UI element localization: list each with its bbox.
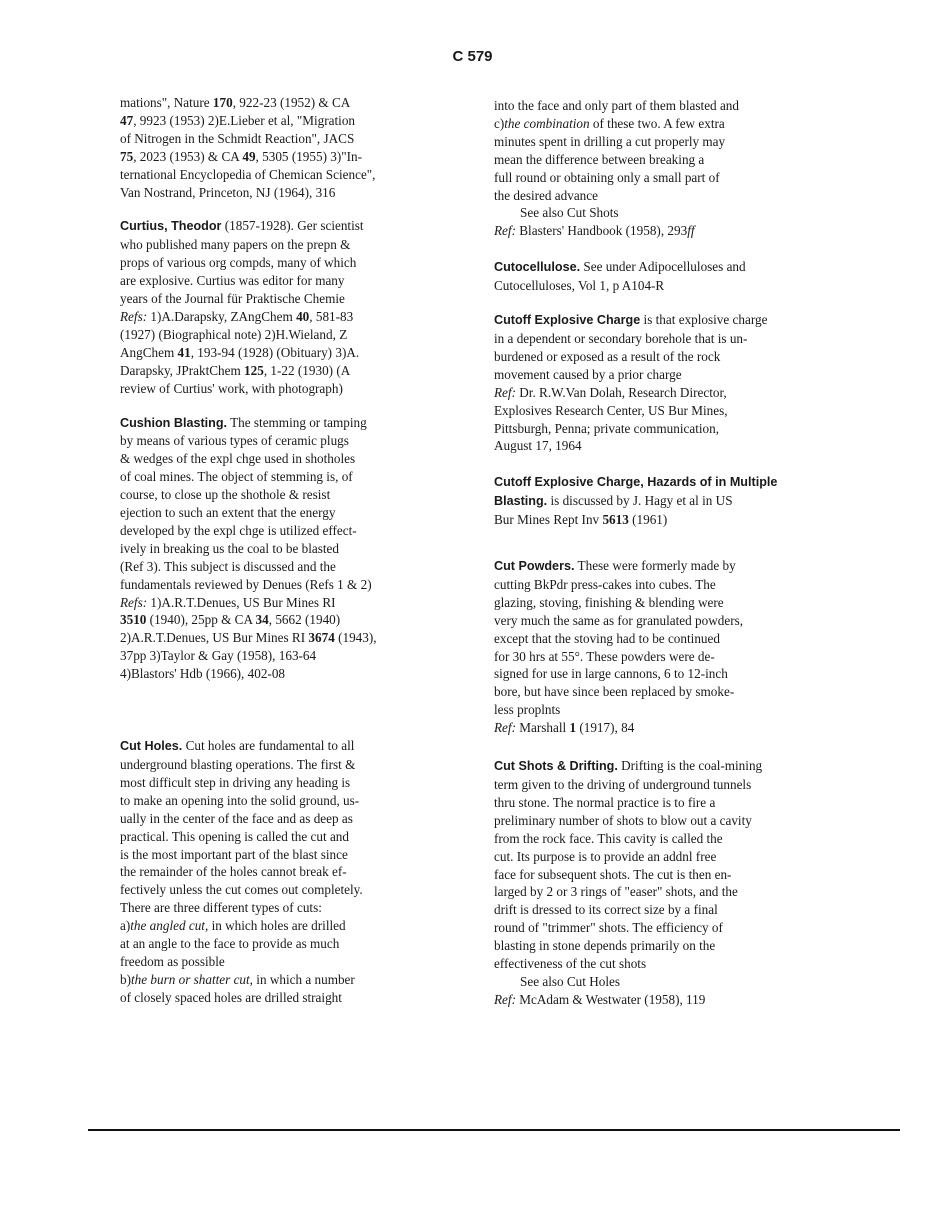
see-also-reference: See also Cut Holes xyxy=(520,973,620,989)
text-run: The stemming or tamping xyxy=(227,414,367,430)
text-run: glazing, stoving, finishing & blending were xyxy=(494,594,724,610)
text-run: AngChem xyxy=(120,344,178,360)
text-line xyxy=(120,236,448,254)
text-run: of coal mines. The object of stemming is, of xyxy=(120,469,353,485)
text-run: are explosive. Curtius was editor for many xyxy=(120,273,345,289)
text-line xyxy=(120,112,448,130)
italic-text: ff xyxy=(687,223,695,239)
text-run: most difficult step in driving any heading is xyxy=(120,774,351,790)
italic-text: Ref: xyxy=(494,384,516,400)
text-run: , 5305 (1955) 3)"In- xyxy=(255,148,363,164)
bold-number: 125 xyxy=(244,362,264,378)
text-run: 2)A.R.T.Denues, US Bur Mines RI xyxy=(120,630,309,646)
text-run: practical. This opening is called the cut and xyxy=(120,828,349,844)
entry-cut-shots-drifting xyxy=(494,757,830,1009)
text-run: Blasters' Handbook (1958), 293 xyxy=(515,223,688,239)
text-run: freedom as possible xyxy=(120,953,225,969)
text-line xyxy=(494,311,830,330)
bold-number: 41 xyxy=(177,344,191,360)
text-line xyxy=(120,148,448,166)
text-run: , 2023 (1953) & CA xyxy=(133,148,243,164)
text-run: less proplnts xyxy=(494,702,561,718)
text-line xyxy=(494,169,830,187)
text-line xyxy=(494,115,830,133)
bold-number: 3510 xyxy=(120,612,147,628)
text-run: blasting in stone depends primarily on the xyxy=(494,938,716,954)
right-column xyxy=(494,97,830,1009)
text-run: is discussed by J. Hagy et al in US xyxy=(547,493,733,509)
text-line xyxy=(494,258,830,277)
text-line xyxy=(120,468,448,486)
text-line xyxy=(494,492,830,511)
text-run: (1943), xyxy=(334,630,377,646)
text-line xyxy=(120,647,448,665)
text-line xyxy=(120,774,448,792)
text-line xyxy=(494,919,830,937)
entry-cut-holes xyxy=(120,737,448,1007)
text-run: full round or obtaining only a small part of xyxy=(494,169,720,185)
text-line xyxy=(494,473,830,492)
text-run: bore, but have since been replaced by smoke- xyxy=(494,684,735,700)
text-run: review of Curtius' work, with photograph) xyxy=(120,380,343,396)
text-line xyxy=(494,222,830,240)
entry-cutoff-explosive-charge xyxy=(494,311,830,455)
text-line xyxy=(494,557,830,576)
text-line xyxy=(494,384,830,402)
text-line xyxy=(494,955,830,973)
text-run: underground blasting operations. The first & xyxy=(120,757,356,772)
text-line xyxy=(120,935,448,953)
text-run: Marshall xyxy=(515,720,570,736)
text-run: of these two. A few extra xyxy=(589,115,725,131)
text-line xyxy=(494,366,830,384)
text-run: the remainder of the holes cannot break ef- xyxy=(120,864,347,880)
text-line xyxy=(120,184,448,202)
text-run: preliminary number of shots to blow out a cavity xyxy=(494,812,752,828)
text-line xyxy=(120,846,448,864)
entry-heading: Cut Powders. xyxy=(494,559,575,574)
text-line xyxy=(120,971,448,989)
text-run: See under Adipocelluloses and xyxy=(580,259,746,275)
bold-number: 75 xyxy=(120,148,134,164)
text-line xyxy=(120,326,448,344)
text-run: round of "trimmer" shots. The efficiency of xyxy=(494,920,723,936)
text-run: at an angle to the face to provide as much xyxy=(120,936,340,952)
text-line xyxy=(494,830,830,848)
text-line xyxy=(120,917,448,935)
text-run: of closely spaced holes are drilled straight xyxy=(120,989,342,1005)
text-run: into the face and only part of them blasted and xyxy=(494,98,739,113)
text-run: who published many papers on the prepn & xyxy=(120,237,351,253)
text-line xyxy=(120,344,448,362)
entry-heading: Cutocellulose. xyxy=(494,260,581,275)
text-line xyxy=(494,204,830,222)
text-run: 4)Blastors' Hdb (1966), 402-08 xyxy=(120,666,286,682)
text-line xyxy=(494,133,830,151)
text-run: Cutocelluloses, Vol 1, p A104-R xyxy=(494,278,665,294)
text-run: very much the same as for granulated powders, xyxy=(494,612,744,628)
text-run: burdened or exposed as a result of the rock xyxy=(494,348,721,364)
text-run: face for subsequent shots. The cut is then en- xyxy=(494,866,732,882)
text-line xyxy=(494,151,830,169)
text-line xyxy=(120,522,448,540)
text-line xyxy=(120,989,448,1007)
text-line xyxy=(494,776,830,794)
text-run: is the most important part of the blast since xyxy=(120,846,348,862)
text-line xyxy=(120,629,448,647)
text-run: thru stone. The normal practice is to fire a xyxy=(494,794,716,810)
text-line xyxy=(494,883,830,901)
text-line xyxy=(494,648,830,666)
text-line xyxy=(494,97,830,115)
text-run: These were formerly made by xyxy=(574,558,736,574)
text-line xyxy=(494,187,830,205)
text-run: by means of various types of ceramic plugs xyxy=(120,433,349,449)
text-line xyxy=(120,863,448,881)
text-run: ejection to such an extent that the energy xyxy=(120,505,336,521)
text-run: course, to close up the shothole & resist xyxy=(120,487,331,503)
text-run: cutting BkPdr press-cakes into cubes. The xyxy=(494,576,716,592)
text-line xyxy=(120,380,448,398)
text-run: ually in the center of the face and as deep as xyxy=(120,810,353,826)
text-run: ternational Encyclopedia of Chemican Science", xyxy=(120,166,376,182)
text-run: of Nitrogen in the Schmidt Reaction", JACS xyxy=(120,130,355,146)
text-run: from the rock face. This cavity is called the xyxy=(494,830,723,846)
text-line xyxy=(120,594,448,612)
italic-text: Ref: xyxy=(494,720,516,736)
text-line xyxy=(120,94,448,112)
text-run: is that explosive charge xyxy=(640,312,768,328)
text-line xyxy=(120,540,448,558)
text-run: Darapsky, JPraktChem xyxy=(120,362,245,378)
entry-cushion-blasting xyxy=(120,414,448,684)
text-line xyxy=(494,991,830,1009)
text-run: August 17, 1964 xyxy=(494,438,582,454)
text-run: 1)A.R.T.Denues, US Bur Mines RI xyxy=(147,594,336,610)
text-run: a) xyxy=(120,918,131,934)
text-run: fectively unless the cut comes out completely. xyxy=(120,882,363,898)
italic-text: Refs: xyxy=(120,594,148,610)
text-line xyxy=(494,719,830,737)
italic-text: Ref: xyxy=(494,991,516,1007)
text-line xyxy=(120,737,448,756)
text-line xyxy=(120,308,448,326)
text-line xyxy=(494,402,830,420)
text-line xyxy=(120,756,448,774)
text-run: mations", Nature xyxy=(120,95,213,110)
text-line xyxy=(494,812,830,830)
bold-number: 5613 xyxy=(602,512,629,528)
text-run: (Ref 3). This subject is discussed and the xyxy=(120,558,336,574)
bold-number: 34 xyxy=(255,612,269,628)
text-line xyxy=(120,254,448,272)
text-line xyxy=(120,217,448,236)
text-run: & wedges of the expl chge used in shotholes xyxy=(120,451,356,467)
text-line xyxy=(494,665,830,683)
left-column xyxy=(120,94,448,1007)
text-run: for 30 hrs at 55°. These powders were de- xyxy=(494,648,715,664)
text-run: Dr. R.W.Van Dolah, Research Director, xyxy=(515,384,727,400)
text-line xyxy=(494,901,830,919)
paragraph-cut-holes-continued xyxy=(494,97,830,240)
page-number: C 579 xyxy=(452,48,493,65)
text-run: (1940), 25pp & CA xyxy=(146,612,256,628)
italic-text: the combination xyxy=(504,115,590,131)
text-line xyxy=(494,701,830,719)
text-line xyxy=(120,576,448,594)
text-run: drift is dressed to its correct size by a final xyxy=(494,902,718,918)
bold-number: 170 xyxy=(212,95,233,110)
text-run: ively in breaking us the coal to be blasted xyxy=(120,540,339,556)
see-also-reference: See also Cut Shots xyxy=(520,205,619,221)
entry-heading: Cutoff Explosive Charge xyxy=(494,313,641,328)
bold-number: 47 xyxy=(120,112,134,128)
entry-heading: Cut Holes. xyxy=(120,739,183,754)
text-line xyxy=(494,420,830,438)
text-line xyxy=(120,486,448,504)
text-line xyxy=(120,881,448,899)
text-line xyxy=(494,594,830,612)
text-run: (1917), 84 xyxy=(576,720,635,736)
text-line xyxy=(120,558,448,576)
text-run: , 9923 (1953) 2)E.Lieber et al, "Migration xyxy=(133,112,356,128)
text-line xyxy=(120,272,448,290)
text-line xyxy=(120,792,448,810)
text-line xyxy=(120,414,448,433)
text-line xyxy=(120,810,448,828)
text-run: effectiveness of the cut shots xyxy=(494,956,647,972)
entry-heading: Cushion Blasting. xyxy=(120,415,228,430)
text-run: larged by 2 or 3 rings of "easer" shots, and the xyxy=(494,884,738,900)
text-line xyxy=(120,130,448,148)
entry-cutoff-explosive-charge-hazards xyxy=(494,473,830,529)
text-line xyxy=(494,348,830,366)
italic-text: the burn or shatter cut, xyxy=(131,971,253,987)
text-run: McAdam & Westwater (1958), 119 xyxy=(515,991,706,1007)
text-run: minutes spent in drilling a cut properly may xyxy=(494,133,726,149)
entry-cutocellulose xyxy=(494,258,830,295)
text-line xyxy=(494,277,830,295)
text-line xyxy=(120,665,448,683)
entry-cut-powders xyxy=(494,557,830,737)
text-run: 37pp 3)Taylor & Gay (1958), 163-64 xyxy=(120,648,317,664)
text-run: in which holes are drilled xyxy=(208,918,346,934)
bold-number: 3674 xyxy=(308,630,335,646)
text-run: signed for use in large cannons, 6 to 12-inch xyxy=(494,666,728,682)
text-run: b) xyxy=(120,971,131,987)
entry-curtius-theodor xyxy=(120,217,448,397)
text-line xyxy=(120,953,448,971)
text-run: in which a number xyxy=(252,971,355,987)
text-run: Van Nostrand, Princeton, NJ (1964), 316 xyxy=(120,184,336,200)
text-run: Drifting is the coal-mining xyxy=(617,758,763,774)
text-line xyxy=(494,511,830,529)
entry-heading: Curtius, Theodor xyxy=(120,219,222,234)
text-run: , 5662 (1940) xyxy=(268,612,341,628)
text-line xyxy=(120,166,448,184)
text-run: cut. Its purpose is to provide an addnl free xyxy=(494,848,717,864)
text-line xyxy=(120,432,448,450)
text-line xyxy=(494,683,830,701)
text-line xyxy=(494,794,830,812)
text-line xyxy=(120,362,448,380)
text-run: (1927) (Biographical note) 2)H.Wieland, Z xyxy=(120,326,348,342)
bold-number: 1 xyxy=(569,720,577,736)
bold-number: 40 xyxy=(296,308,310,324)
text-run: except that the stoving had to be continued xyxy=(494,630,720,646)
entry-heading: Cutoff Explosive Charge, Hazards of in Multiple xyxy=(494,475,778,490)
entry-heading: Cut Shots & Drifting. xyxy=(494,759,618,774)
text-run: Bur Mines Rept Inv xyxy=(494,512,603,528)
text-run: , 922-23 (1952) & CA xyxy=(232,95,351,110)
paragraph-schmidt-refs-continued xyxy=(120,94,448,201)
text-run: 1)A.Darapsky, ZAngChem xyxy=(147,308,297,324)
text-line xyxy=(494,330,830,348)
text-run: to make an opening into the solid ground, us- xyxy=(120,792,360,808)
bottom-rule xyxy=(88,1129,900,1131)
text-run: , 193-94 (1928) (Obituary) 3)A. xyxy=(190,344,360,360)
text-run: , 1-22 (1930) (A xyxy=(263,362,351,378)
text-line xyxy=(120,899,448,917)
text-run: (1857-1928). Ger scientist xyxy=(221,218,364,234)
text-run: Pittsburgh, Penna; private communication, xyxy=(494,420,720,436)
text-line xyxy=(494,973,830,991)
text-run: movement caused by a prior charge xyxy=(494,366,682,382)
text-run: props of various org compds, many of which xyxy=(120,255,357,271)
entry-heading: Blasting. xyxy=(494,494,548,509)
text-run: c) xyxy=(494,115,505,131)
text-line xyxy=(494,576,830,594)
text-run: developed by the expl chge is utilized effect- xyxy=(120,522,357,538)
text-line xyxy=(120,611,448,629)
text-line xyxy=(494,937,830,955)
text-run: the desired advance xyxy=(494,187,598,203)
text-line xyxy=(494,848,830,866)
text-line xyxy=(120,450,448,468)
text-run: (1961) xyxy=(628,512,668,528)
text-line xyxy=(494,757,830,776)
italic-text: the angled cut, xyxy=(130,918,209,934)
text-line xyxy=(494,866,830,884)
italic-text: Ref: xyxy=(494,223,516,239)
text-line xyxy=(494,437,830,455)
text-run: There are three different types of cuts: xyxy=(120,900,322,916)
text-line xyxy=(494,612,830,630)
text-run: in a dependent or secondary borehole that is un- xyxy=(494,330,748,346)
text-line xyxy=(120,290,448,308)
text-run: years of the Journal für Praktische Chemie xyxy=(120,291,345,307)
italic-text: Refs: xyxy=(120,308,148,324)
text-run: mean the difference between breaking a xyxy=(494,151,705,167)
text-line xyxy=(120,828,448,846)
text-run: term given to the driving of underground tunnels xyxy=(494,777,752,792)
text-line xyxy=(120,504,448,522)
text-run: , 581-83 xyxy=(309,308,354,324)
text-run: fundamentals reviewed by Denues (Refs 1 & 2) xyxy=(120,576,372,592)
text-run: Explosives Research Center, US Bur Mines, xyxy=(494,402,728,418)
text-run: Cut holes are fundamental to all xyxy=(182,738,355,754)
bold-number: 49 xyxy=(242,148,256,164)
text-line xyxy=(494,630,830,648)
